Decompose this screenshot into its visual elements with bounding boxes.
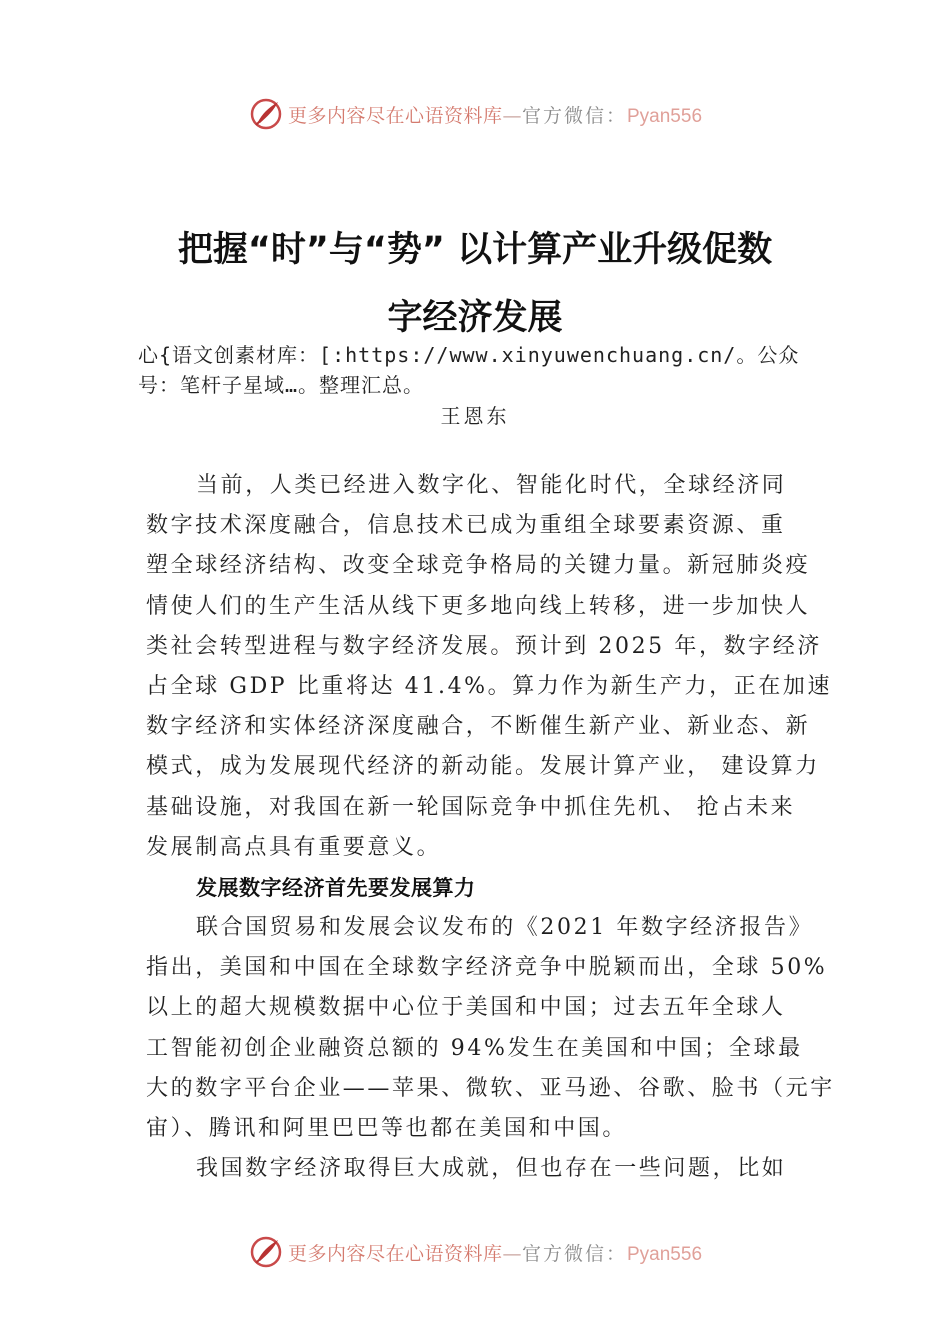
banner-site: 更多内容尽在心语资料库: [287, 104, 503, 127]
paragraph-line: 数字经济和实体经济深度融合，不断催生新产业、新业态、新: [146, 714, 811, 740]
paragraph-line: 联合国贸易和发展会议发布的《2021 年数字经济报告》: [196, 915, 814, 941]
paragraph-line: 占全球 GDP 比重将达 41.4%。算力作为新生产力，正在加速: [146, 673, 833, 699]
banner-handle: Pyan556: [627, 105, 703, 127]
section-heading: 发展数字经济首先要发展算力: [196, 875, 476, 900]
article-body: [146, 466, 835, 1189]
paragraph-line: 类社会转型进程与数字经济发展。预计到 2025 年，数字经济: [146, 633, 822, 659]
banner-site: 更多内容尽在心语资料库: [287, 1242, 503, 1265]
paragraph-line: 当前，人类已经进入数字化、智能化时代，全球经济同: [196, 473, 787, 498]
banner-text: [288, 1239, 702, 1266]
banner-handle: Pyan556: [627, 1243, 703, 1265]
paragraph-line: 我国数字经济取得巨大成就，但也存在一些问题，比如: [196, 1156, 787, 1182]
header-banner: [0, 94, 950, 134]
paragraph-line: 情使人们的生产生活从线下更多地向线上转移，进一步加快人: [146, 593, 811, 619]
article-title-line-2: 字经济发展: [387, 298, 563, 338]
banner-wechat-label: 官方微信：: [521, 104, 627, 127]
source-note: [138, 340, 838, 400]
source-note-line-2: 号：笔杆子星域…。整理汇总。: [138, 373, 425, 397]
article-title-line-1: 把握“时”与“势” 以计算产业升级促数: [177, 230, 773, 270]
banner-text: [288, 101, 702, 128]
paragraph-line: 大的数字平台企业——苹果、微软、亚马逊、谷歌、脸书（元宇: [146, 1075, 835, 1101]
paragraph-line: 工智能初创企业融资总额的 94%发生在美国和中国；全球最: [146, 1035, 803, 1061]
banner-dash: —: [502, 1242, 522, 1265]
paragraph-line: 塑全球经济结构、改变全球竞争格局的关键力量。新冠肺炎疫: [146, 553, 811, 579]
quill-logo-icon: [248, 96, 284, 132]
banner-wechat-label: 官方微信：: [521, 1242, 627, 1265]
paragraph-line: 数字技术深度融合，信息技术已成为重组全球要素资源、重: [146, 513, 786, 539]
author-name: 王恩东: [440, 404, 510, 428]
quill-logo-icon: [248, 1234, 284, 1270]
footer-banner: [0, 1232, 950, 1272]
paragraph-line: 以上的超大规模数据中心位于美国和中国；过去五年全球人: [146, 995, 786, 1021]
source-note-line-1: 心{语文创素材库：[:https://www.xinyuwenchuang.cn/。公众: [138, 343, 800, 367]
paragraph-line: 指出，美国和中国在全球数字经济竞争中脱颖而出，全球 50%: [146, 955, 828, 981]
banner-dash: —: [502, 104, 522, 127]
paragraph-line: 发展制高点具有重要意义。: [146, 834, 442, 860]
paragraph-line: 宙）、腾讯和阿里巴巴等也都在美国和中国。: [146, 1116, 628, 1141]
paragraph-line: 基础设施，对我国在新一轮国际竞争中抓住先机、 抢占未来: [146, 794, 796, 820]
paragraph-line: 模式，成为发展现代经济的新动能。发展计算产业， 建设算力: [146, 754, 820, 780]
